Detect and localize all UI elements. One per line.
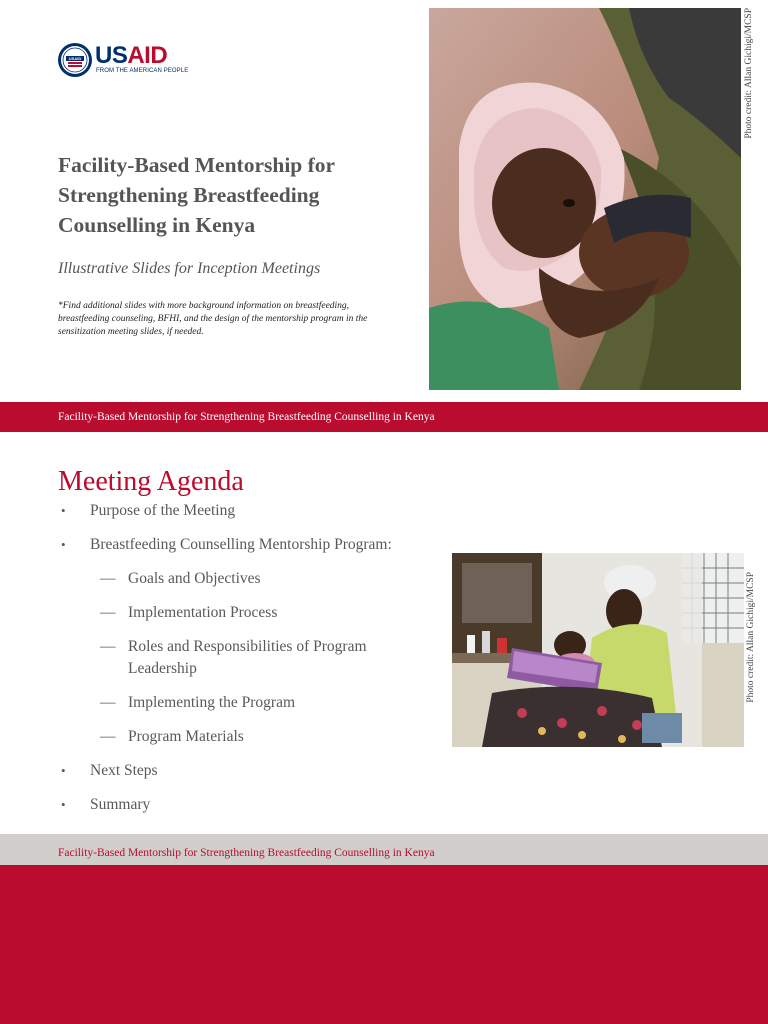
- slide-footer-band: [0, 402, 768, 432]
- title-slide: [0, 0, 768, 402]
- usaid-tagline: FROM THE AMERICAN PEOPLE: [96, 68, 189, 74]
- slide-footer-band: [0, 834, 768, 865]
- agenda-subitem: [58, 692, 418, 714]
- slide-title: Facility-Based Mentorship for Strengthening Breastfeeding Counselling in Kenya: [58, 153, 335, 237]
- dash-marker: —: [100, 728, 116, 745]
- agenda-item-text: Breastfeeding Counselling Mentorship Program:: [90, 536, 392, 553]
- bullet-marker: •: [61, 503, 66, 518]
- agenda-item: [58, 534, 418, 556]
- dash-marker: —: [100, 570, 116, 587]
- agenda-item-text: Program Materials: [128, 728, 244, 745]
- svg-text:USAID: USAID: [68, 56, 82, 61]
- dash-marker: —: [100, 638, 116, 655]
- mother-breastfeeding-photo: [429, 8, 741, 390]
- agenda-subitem: [58, 568, 418, 590]
- agenda-item: [58, 794, 418, 816]
- dash-marker: —: [100, 604, 116, 621]
- agenda-item-text: Roles and Responsibilities of Program Leadership: [128, 638, 367, 677]
- bullet-marker: •: [61, 537, 66, 552]
- usaid-seal-icon: [57, 42, 93, 78]
- breastfeeding-photo-illustration: [429, 8, 741, 390]
- agenda-list: [58, 500, 418, 828]
- usaid-logo: [57, 42, 187, 80]
- mother-reading-photo: [452, 553, 744, 747]
- agenda-item-text: Summary: [90, 796, 151, 813]
- agenda-item-text: Purpose of the Meeting: [90, 502, 236, 519]
- agenda-slide: [0, 432, 768, 834]
- agenda-item-text: Implementing the Program: [128, 694, 296, 711]
- agenda-item-text: Goals and Objectives: [128, 570, 261, 587]
- agenda-item: [58, 760, 418, 782]
- reading-photo-illustration: [452, 553, 744, 747]
- agenda-item-text: Next Steps: [90, 762, 158, 779]
- footer-text: Facility-Based Mentorship for Strengthening Breastfeeding Counselling in Kenya: [58, 411, 435, 423]
- bullet-marker: •: [61, 763, 66, 778]
- agenda-item: [58, 500, 418, 522]
- agenda-title: Meeting Agenda: [58, 466, 244, 497]
- agenda-item-text: Implementation Process: [128, 604, 278, 621]
- photo-credit: Photo credit: Allan Gichigi/MCSP: [744, 8, 754, 139]
- usaid-wordmark: USAID: [95, 42, 168, 69]
- bullet-marker: •: [61, 797, 66, 812]
- slide-subtitle: Illustrative Slides for Inception Meetings: [58, 260, 321, 277]
- agenda-subitem: [58, 636, 418, 680]
- footer-text: Facility-Based Mentorship for Strengthening Breastfeeding Counselling in Kenya: [58, 847, 435, 859]
- dash-marker: —: [100, 694, 116, 711]
- agenda-subitem: [58, 602, 418, 624]
- agenda-subitem: [58, 726, 418, 748]
- photo-credit: Photo credit: Allan Gichigi/MCSP: [746, 572, 756, 703]
- slide-note: *Find additional slides with more background information on breastfeeding, breastfeeding counseling, BFHI, and the design of the mentorship program in the sensitization meeting slides, if needed.: [58, 301, 368, 337]
- next-slide-red-block: [0, 865, 768, 1024]
